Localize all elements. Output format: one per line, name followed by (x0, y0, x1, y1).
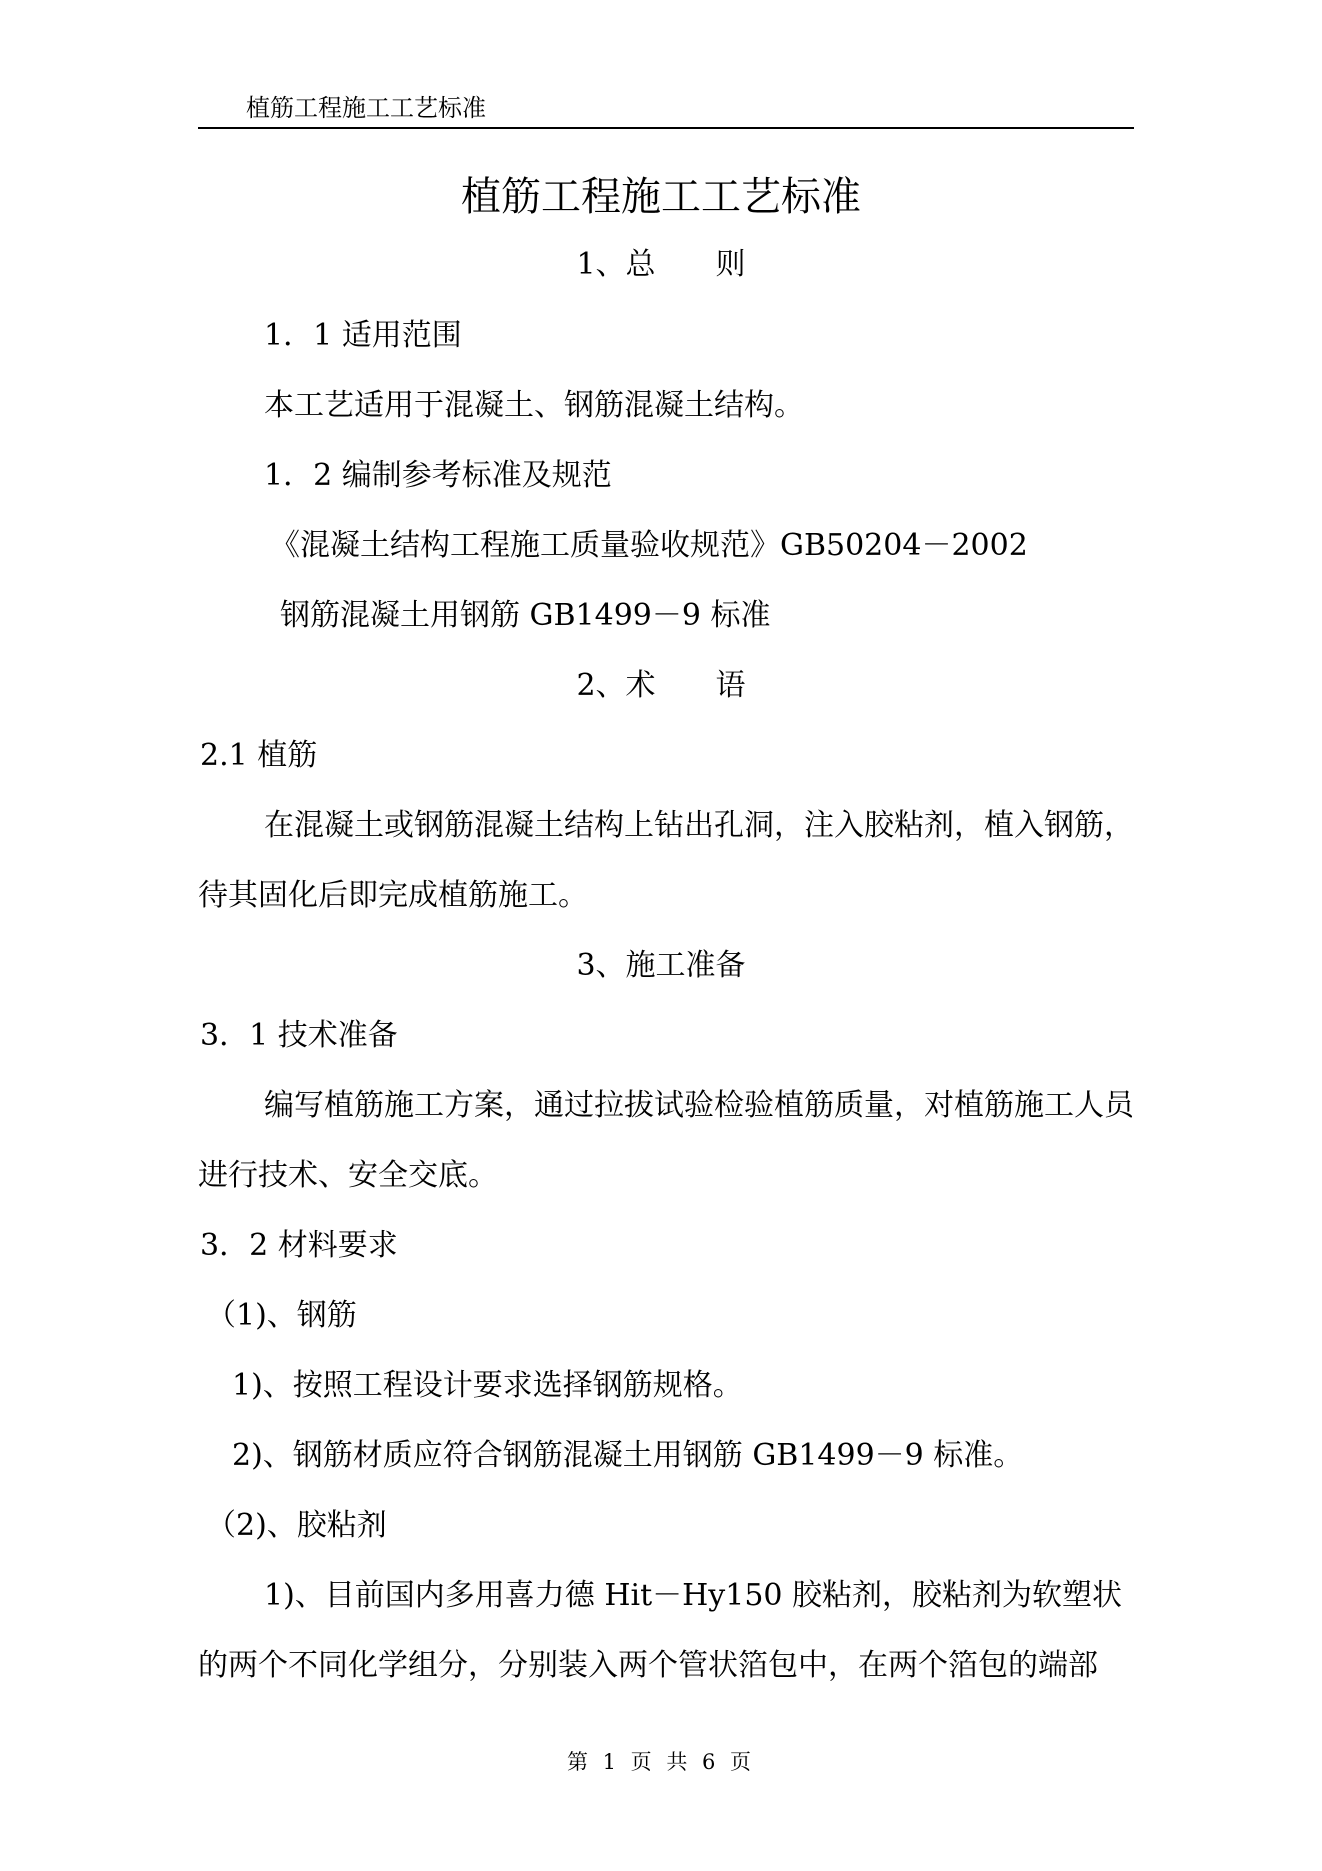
material-item-1-2: 2)、钢筋材质应符合钢筋混凝土用钢筋 GB1499－9 标准。 (232, 1438, 1024, 1473)
material-item-1: （1)、钢筋 (206, 1298, 357, 1333)
reference-standard-2: 钢筋混凝土用钢筋 GB1499－9 标准 (280, 598, 771, 633)
section-3-title: 3、施工准备 (576, 948, 746, 983)
header-rule (198, 127, 1134, 129)
reference-standard-1: 《混凝土结构工程施工质量验收规范》GB50204－2002 (270, 528, 1028, 563)
material-item-2: （2)、胶粘剂 (206, 1508, 387, 1543)
section-2-1-paragraph: 在混凝土或钢筋混凝土结构上钻出孔洞，注入胶粘剂，植入钢筋，待其固化后即完成植筋施工。 (198, 808, 1134, 913)
document-title: 植筋工程施工工艺标准 (461, 174, 861, 220)
section-2-1-heading: 2.1 植筋 (200, 738, 318, 773)
section-1-title: 1、总 则 (576, 247, 746, 282)
material-item-2-1: 1)、目前国内多用喜力德 Hit－Hy150 胶粘剂，胶粘剂为软塑状的两个不同化学组分，分别装入两个管状箔包中，在两个箔包的端部 (198, 1578, 1123, 1683)
section-3-2-heading: 3．2 材料要求 (200, 1228, 398, 1263)
page-number-footer: 第 1 页 共 6 页 (566, 1750, 756, 1774)
section-1-1-text: 本工艺适用于混凝土、钢筋混凝土结构。 (264, 388, 804, 423)
material-item-1-1: 1)、按照工程设计要求选择钢筋规格。 (232, 1368, 743, 1403)
section-1-2-heading: 1．2 编制参考标准及规范 (264, 458, 612, 493)
running-header: 植筋工程施工工艺标准 (246, 94, 486, 122)
section-3-1-heading: 3．1 技术准备 (200, 1018, 398, 1053)
section-3-1-paragraph: 编写植筋施工方案，通过拉拔试验检验植筋质量，对植筋施工人员进行技术、安全交底。 (198, 1088, 1134, 1193)
section-2-title: 2、术 语 (576, 668, 746, 703)
section-1-1-heading: 1．1 适用范围 (264, 318, 462, 353)
